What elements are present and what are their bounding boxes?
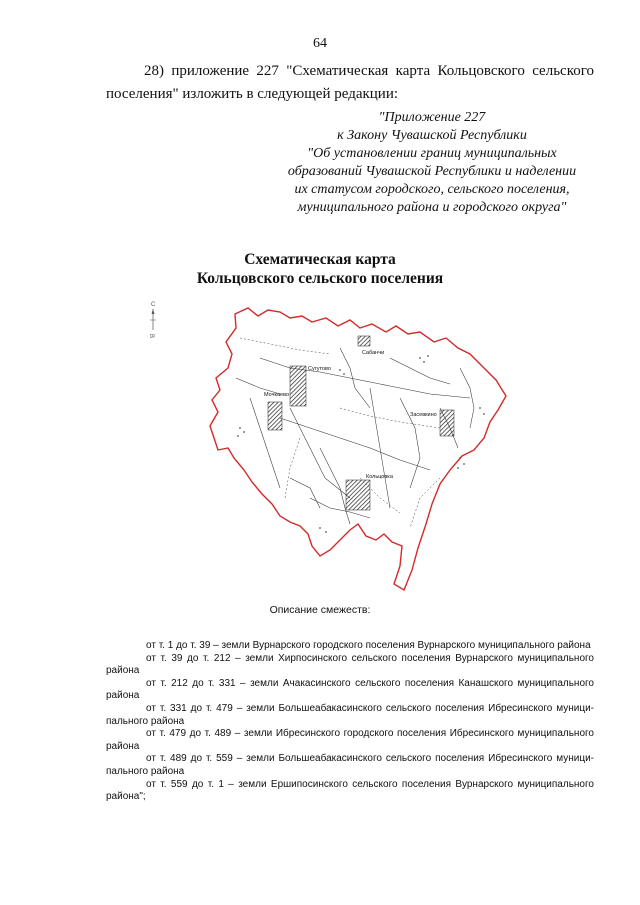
adjacency-item: от т. 489 до т. 559 – земли Большеабакасинского сельского поселения Ибресинского муници-пального района (106, 753, 594, 777)
appendix-line: к Закону Чувашской Республики (337, 128, 527, 143)
village-label: Сугутово (308, 366, 331, 372)
amendment-paragraph (106, 60, 594, 106)
map-subtitle: Кольцовского сельского поселения (196, 270, 444, 287)
appendix-line: их статусом городского, сельского поселения, (294, 182, 570, 197)
adjacency-item: от т. 331 до т. 479 – земли Большеабакасинского сельского поселения Ибресинского муници-пального района (106, 702, 594, 727)
settlement-border (210, 308, 506, 590)
village-label: Засевкино (410, 412, 437, 418)
settlement-block (268, 402, 282, 430)
amendment-text: 28) приложение 227 "Схематическая карта Кольцовского сельского поселения" изложить в следующей редакции: (106, 63, 594, 102)
compass-south: В (148, 334, 154, 339)
adjacency-title: Описание смежеств: (269, 604, 371, 616)
adjacency-item: от т. 212 до т. 331 – земли Ачакасинского сельского поселения Канашского муниципального района (106, 677, 594, 702)
village-label: Кольцовка (366, 474, 393, 480)
appendix-reference (270, 109, 594, 217)
appendix-line: муниципального района и городского округа" (297, 200, 567, 215)
map-title: Схематическая карта (244, 251, 396, 268)
compass-icon (148, 302, 156, 338)
settlement-block (290, 366, 306, 406)
adjacency-item: от т. 559 до т. 1 – земли Ершипосинского сельского поселения Вурнарского муниципального района"; (106, 778, 594, 803)
village-label: Сабанчи (362, 350, 385, 356)
adjacency-list (106, 640, 594, 804)
settlement-block (440, 410, 454, 436)
appendix-line: "Об установлении границ муниципальных (307, 146, 557, 161)
page-number: 64 (313, 36, 327, 51)
appendix-line: "Приложение 227 (378, 110, 486, 125)
settlement-block (346, 480, 370, 510)
settlement-block (358, 336, 370, 346)
adjacency-item: от т. 39 до т. 212 – земли Хирпосинского сельского поселения Вурнарского муниципального района (106, 652, 594, 677)
adjacency-item: от т. 479 до т. 489 – земли Ибресинского городского поселения Ибресинского муниципального района (106, 728, 594, 752)
appendix-line: образований Чувашской Республики и наделении (287, 164, 577, 179)
compass-north: С (151, 302, 156, 308)
village-label: Мочкаево (264, 392, 290, 398)
schematic-map (140, 298, 520, 596)
adjacency-item: от т. 1 до т. 39 – земли Вурнарского городского поселения Вурнарского муниципального района (146, 640, 591, 651)
